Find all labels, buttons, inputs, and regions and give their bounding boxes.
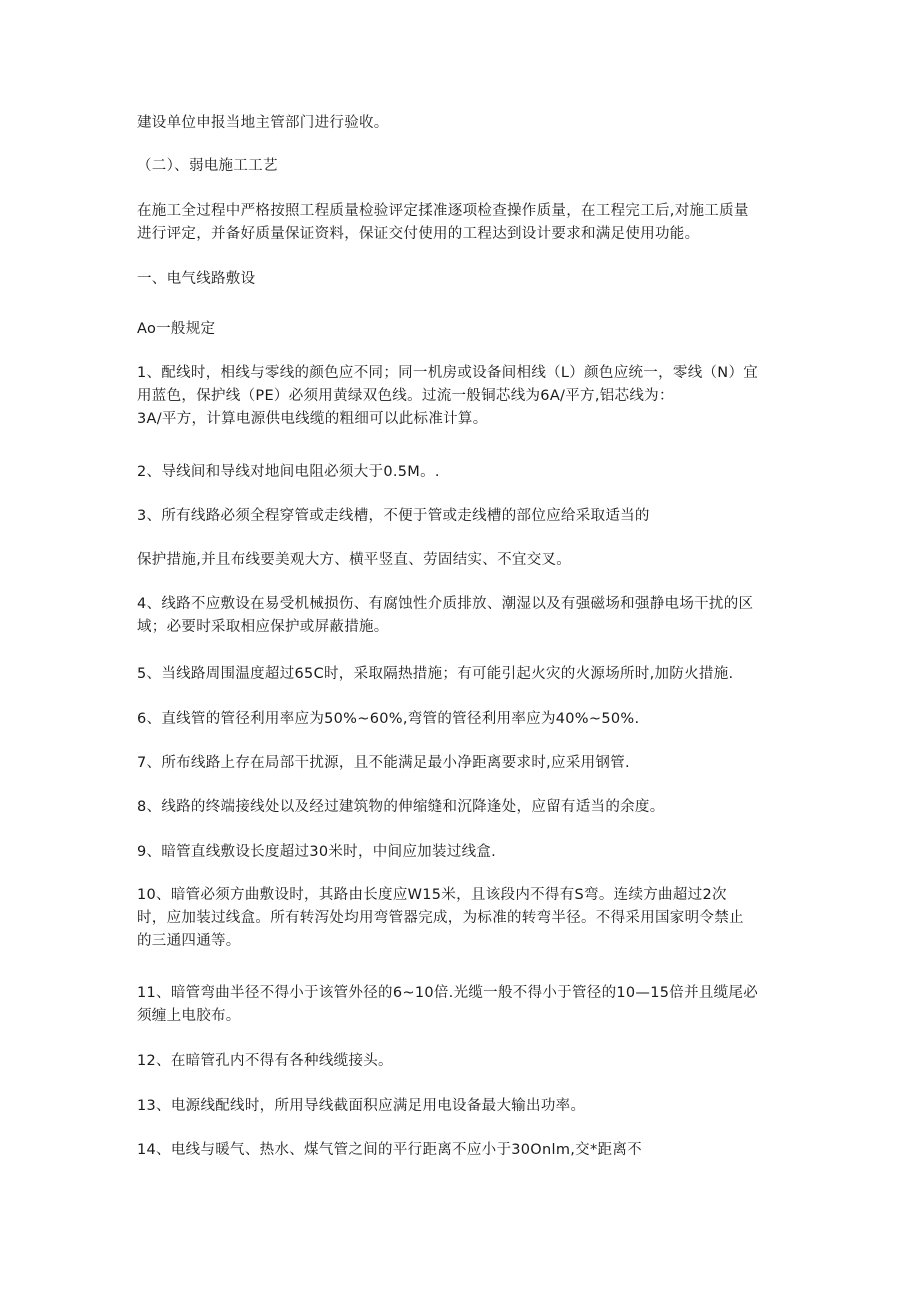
text-line: 7、所布线路上存在局部干扰源，且不能满足最小净距离要求时,应采用钢管. [137,755,630,771]
text-line: 2、导线间和导线对地间电阻必须大于0.5M。. [137,464,440,480]
text-line: （二）、弱电施工工艺 [137,158,278,174]
text-line: 域；必要时采取相应保护或屏蔽措施。 [137,619,389,635]
rule-item-3-continued [137,549,785,572]
rule-item-12 [137,1050,785,1073]
rule-item-6 [137,708,785,731]
text-line: Ao一般规定 [137,321,216,337]
text-line: 14、电线与暖气、热水、煤气管之间的平行距离不应小于30Onlm,交*距离不 [137,1142,642,1158]
paragraph-quality-control [137,200,785,246]
rule-item-2 [137,461,785,484]
text-line: 1、配线时，相线与零线的颜色应不同；同一机房或设备间相线（L）颜色应统一，零线（N）宜 [137,365,759,381]
paragraph-acceptance [137,112,785,135]
text-line: 在施工全过程中严格按照工程质量检验评定揉准逐项检查操作质量，在工程完工后,对施工质量 [137,203,749,219]
rule-item-11 [137,982,785,1028]
rule-item-4 [137,593,785,639]
text-line: 11、暗管弯曲半径不得小于该管外径的6~10倍.光缆一般不得小于管径的10—15倍并且缆尾必 [137,985,759,1001]
text-line: 10、暗管必须方曲敷设时，其路由长度应W15米，且该段内不得有S弯。连续方曲超过2次 [137,887,727,903]
rule-item-14 [137,1139,785,1162]
rule-item-5 [137,663,785,686]
text-line: 8、线路的终端接线处以及经过建筑物的伸缩缝和沉降逢处，应留有适当的余度。 [137,799,665,815]
text-line: 进行评定，并备好质量保证资料，保证交付使用的工程达到设计要求和满足使用功能。 [137,226,700,242]
text-line: 须缠上电胶布。 [137,1008,241,1024]
rule-item-1 [137,362,785,431]
text-line: 4、线路不应敷设在易受机械损伤、有腐蚀性介质排放、潮湿以及有强磁场和强静电场干扰的区 [137,596,754,612]
text-line: 6、直线管的管径利用率应为50%~60%,弯管的管径利用率应为40%~50%. [137,711,640,727]
rule-item-3 [137,505,785,528]
text-line: 5、当线路周围温度超过65C时，采取隔热措施；有可能引起火灾的火源场所时,加防火措施. [137,666,734,682]
section-heading-weak-current [137,155,785,178]
text-line: 用蓝色，保护线（PE）必须用黄绿双色线。过流一般铜芯线为6A/平方,铝芯线为： [137,388,674,404]
rule-item-7 [137,752,785,775]
text-line: 12、在暗管孔内不得有各种线缆接头。 [137,1053,393,1069]
rule-item-8 [137,796,785,819]
rule-item-10 [137,884,785,953]
text-line: 9、暗管直线敷设长度超过30米时，中间应加装过线盒. [137,844,497,860]
text-line: 3、所有线路必须全程穿管或走线槽，不便于管或走线槽的部位应给采取适当的 [137,508,650,524]
rule-item-13 [137,1095,785,1118]
text-line: 的三通四通等。 [137,933,241,949]
text-line: 3A/平方，计算电源供电线缆的粗细可以此标准计算。 [137,411,488,427]
text-line: 13、电源线配线时，所用导线截面积应满足用电设备最大输出功率。 [137,1098,586,1114]
text-line: 保护措施,并且布线要美观大方、横平竖直、劳固结实、不宜交叉。 [137,552,572,568]
text-line: 时，应加装过线盒。所有转泻处均用弯管器完成，为标准的转弯半径。不得采用国家明令禁止 [137,910,744,926]
section-heading-wiring [137,268,785,291]
subheading-general-rules [137,318,785,341]
text-line: 建设单位申报当地主管部门进行验收。 [137,115,389,131]
text-line: 一、电气线路敷设 [137,271,256,287]
rule-item-9 [137,841,785,864]
